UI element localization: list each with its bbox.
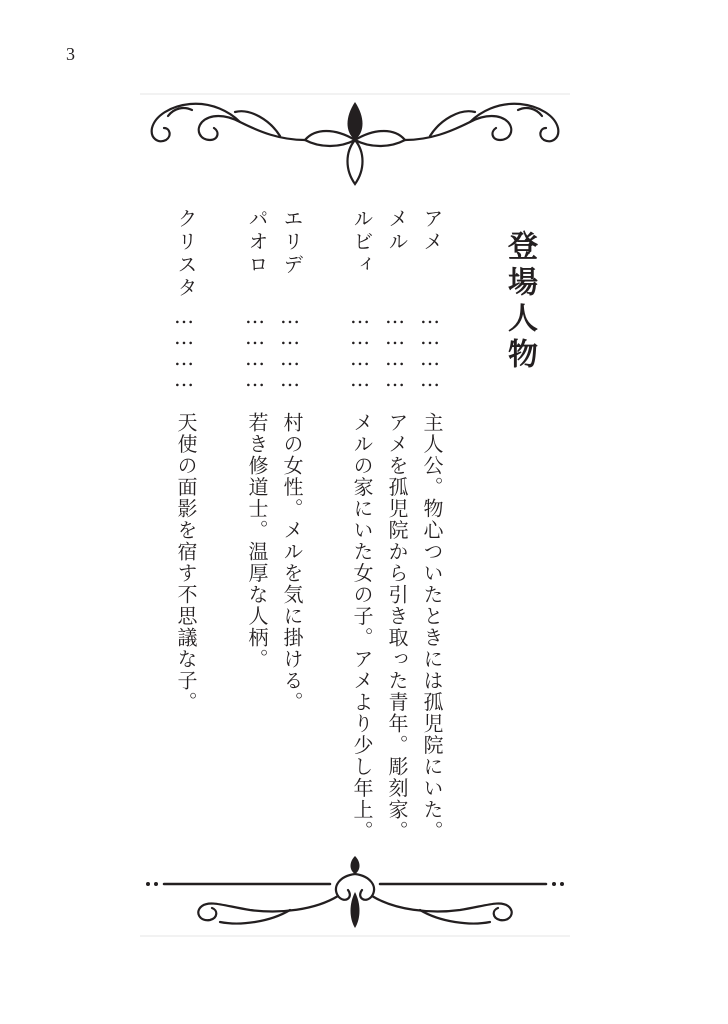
character-description: 主人公。物心ついたときには孤児院にいた。	[420, 412, 444, 842]
character-entry	[348, 208, 378, 848]
character-entry	[383, 208, 413, 848]
character-entry	[172, 208, 202, 848]
character-description: 村の女性。メルを気に掛ける。	[280, 412, 304, 713]
character-description: 天使の面影を宿す不思議な子。	[174, 412, 198, 713]
character-entry	[418, 208, 448, 848]
character-entry	[278, 208, 308, 848]
leader-dots: …………	[278, 304, 302, 388]
leader-dots: …………	[172, 304, 196, 388]
character-name: クリスタ	[174, 208, 198, 300]
character-name: パオロ	[245, 208, 269, 277]
leader-dots: …………	[383, 304, 407, 388]
character-name: ルビィ	[350, 208, 374, 277]
character-description: 若き修道士。温厚な人柄。	[245, 412, 269, 670]
character-name: アメ	[420, 208, 444, 254]
bottom-ornament-icon	[140, 852, 570, 938]
character-entry	[243, 208, 273, 848]
character-description: アメを孤児院から引き取った青年。彫刻家。	[385, 412, 409, 842]
leader-dots: …………	[418, 304, 442, 388]
page-number: 3	[66, 44, 75, 64]
character-name: メル	[385, 208, 409, 254]
leader-dots: …………	[243, 304, 267, 388]
leader-dots: …………	[348, 304, 372, 388]
top-ornament-icon	[140, 92, 570, 192]
character-description: メルの家にいた女の子。アメより少し年上。	[350, 412, 374, 842]
page-title: 登場人物	[502, 230, 537, 374]
character-name: エリデ	[280, 208, 304, 277]
